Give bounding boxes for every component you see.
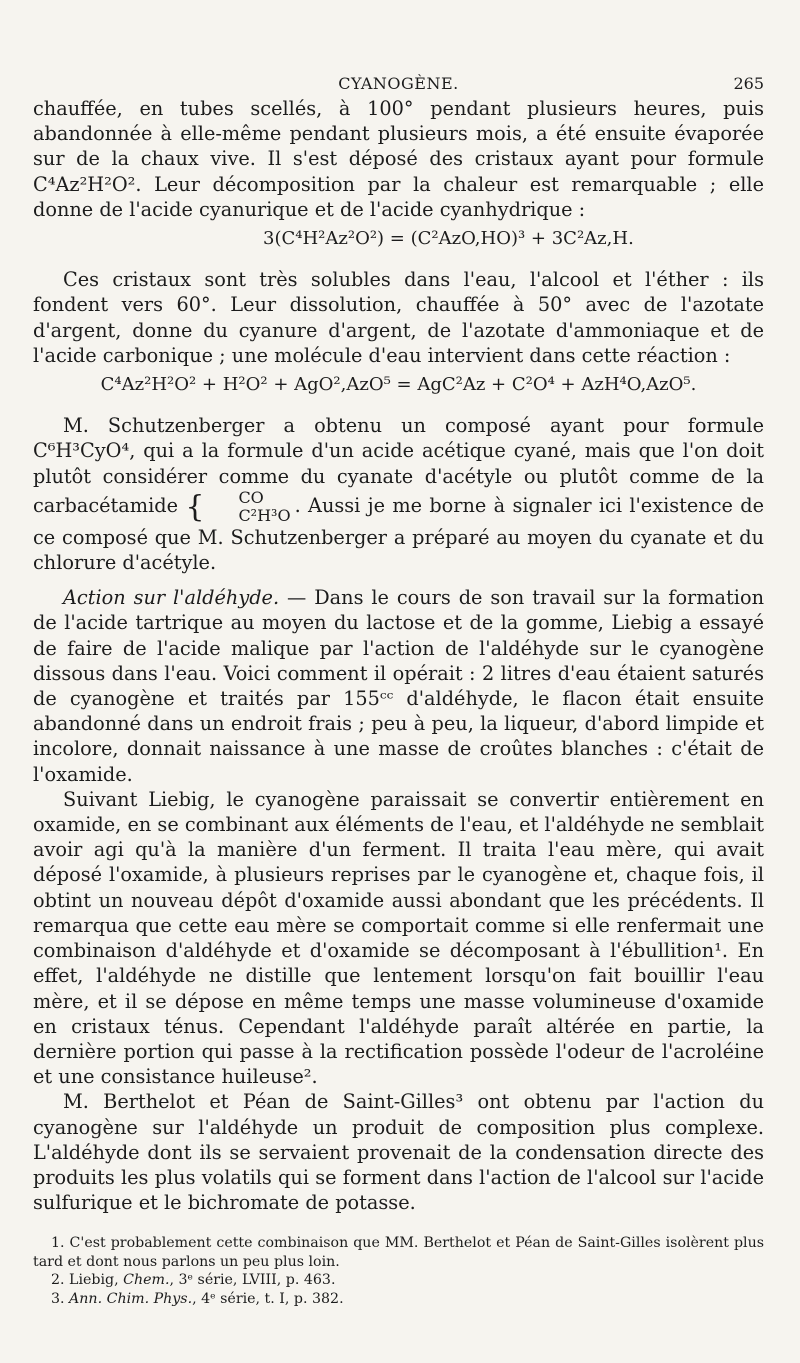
formula-silver-nitrate: C⁴Az²H²O² + H²O² + AgO²,AzO⁵ = AgC²Az + C²O⁴ + AzH⁴O,AzO⁵. (100, 374, 697, 396)
footnote-2-journal: Chem. (123, 1272, 170, 1288)
footnote-3 (33, 1290, 764, 1309)
schutzenberger-text-a: M. Schutzenberger a obtenu un composé ayant pour formule C⁶H³CyO⁴, qui a la formule d'un acide acétique cyané, mais que l'on doit plutôt considérer comme du cyanate d'acétyle ou plutôt comme de la carbacétamide (33, 414, 764, 517)
paragraph-berthelot: M. Berthelot et Péan de Saint-Gilles³ ont obtenu par l'action du cyanogène sur l'aldéhyde un produit de composition plus complexe. L'aldéhyde dont ils se servaient provenait de la condensation directe des produits les plus volatils qui se forment dans l'action de l'alcool sur l'acide sulfurique et le bichromate de potasse. (33, 1090, 764, 1215)
footnote-2-number: 2. Liebig, (51, 1272, 124, 1288)
paragraph-schutzenberger (33, 413, 764, 575)
footnote-3-number: 3. (51, 1290, 70, 1307)
footnote-3-journal: Ann. Chim. Phys. (69, 1290, 193, 1307)
schutzenberger-text-b: . Aussi je me borne à signaler ici l'existence de ce composé que M. Schutzenberger a préparé au moyen du cyanate et du chlorure d'acétyle. (33, 493, 764, 575)
aldehyde-text: — Dans le cours de son travail sur la formation de l'acide tartrique au moyen du lactose et de la gomme, Liebig a essayé de faire de l'acide malique par l'action de l'aldéhyde sur le cyanogène dissous dans l'eau. Voici comment il opérait : 2 litres d'eau étaient saturés de cyanogène et traités par 155ᶜᶜ d'aldéhyde, le flacon était ensuite abandonné dans un endroit frais ; peu à peu, la liqueur, d'abord limpide et incolore, donnait naissance à une masse de croûtes blanches : c'était de l'oxamide. (33, 586, 764, 786)
footnote-1: 1. C'est probablement cette combinaison que MM. Berthelot et Péan de Saint-Gilles isolèrent plus tard et dont nous parlons un peu plus loin. (33, 1235, 764, 1270)
footnotes (33, 1234, 764, 1308)
brace-formula-top: CO (238, 487, 264, 507)
section-heading-aldehyde: Action sur l'aldéhyde. (63, 586, 280, 610)
brace-formula-bottom: C²H³O (238, 505, 291, 525)
paragraph-liebig: Suivant Liebig, le cyanogène paraissait se convertir entièrement en oxamide, en se combinant aux éléments de l'eau, et l'aldéhyde ne semblait avoir agi qu'à la manière d'un ferment. Il traita l'eau mère, qui avait déposé l'oxamide, à plusieurs reprises par le cyanogène et, chaque fois, il obtint un nouveau dépôt d'oxamide aussi abondant que les précédents. Il remarqua que cette eau mère se comportait comme si elle renfermait une combinaison d'aldéhyde et d'oxamide se décomposant à l'ébullition¹. En effet, l'aldéhyde ne distille que lentement lorsqu'on fait bouillir l'eau mère, et il se dépose en même temps une masse volumineuse d'oxamide en cristaux ténus. Cependant l'aldéhyde paraît altérée en partie, la dernière portion qui passe à la rectification possède l'odeur de l'acroléine et une consistance huileuse². (33, 787, 764, 1089)
running-title: CYANOGÈNE. (338, 74, 459, 93)
paragraph-solubility: Ces cristaux sont très solubles dans l'eau, l'alcool et l'éther : ils fondent vers 60°. Leur dissolution, chauffée à 50° avec de l'azotate d'argent, donne du cyanure d'argent, de l'azotate d'ammoniaque et de l'acide carbonique ; une molécule d'eau intervient dans cette réaction : (33, 268, 764, 367)
footnote-2-ref: , 3ᵉ série, LVIII, p. 463. (169, 1272, 336, 1288)
footnote-3-ref: , 4ᵉ série, t. I, p. 382. (192, 1290, 344, 1307)
page-number: 265 (733, 74, 764, 93)
page-header (33, 74, 764, 98)
footnote-2 (33, 1271, 764, 1290)
brace-formula (208, 489, 290, 525)
paragraph-aldehyde (33, 585, 764, 787)
left-brace: { (185, 489, 205, 525)
body-text (33, 96, 764, 1215)
formula-cyanuric: 3(C⁴H²Az²O²) = (C²AzO,HO)³ + 3C²Az,H. (263, 228, 634, 250)
paragraph-continuation: chauffée, en tubes scellés, à 100° pendant plusieurs heures, puis abandonnée à elle-même pendant plusieurs mois, a été ensuite évaporée sur de la chaux vive. Il s'est déposé des cristaux ayant pour formule C⁴Az²H²O². Leur décomposition par la chaleur est remarquable ; elle donne de l'acide cyanurique et de l'acide cyanhydrique : (33, 97, 764, 221)
